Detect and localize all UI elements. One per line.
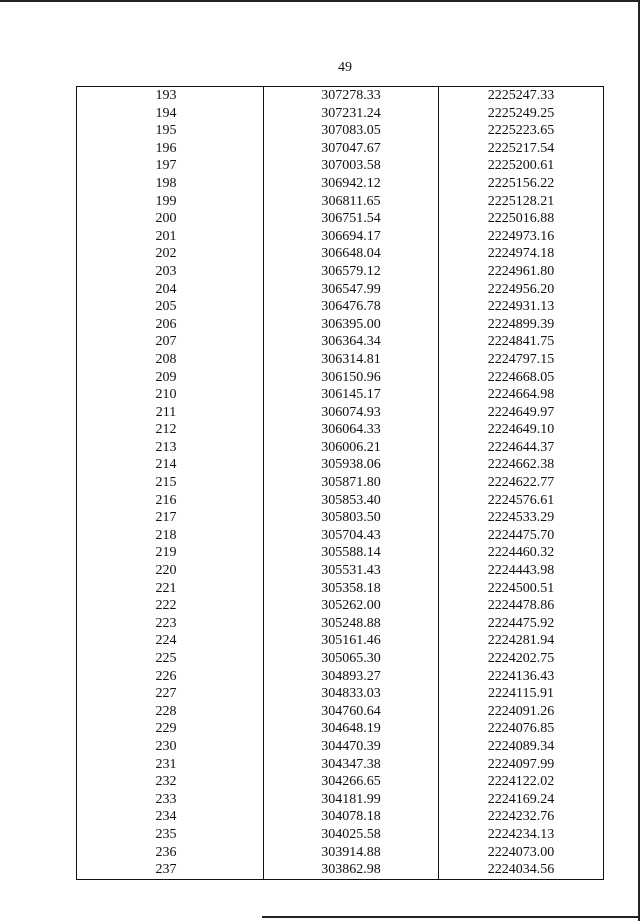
page-number: 49 xyxy=(338,60,352,75)
point-number-cell: 208 xyxy=(77,351,264,369)
table-row xyxy=(77,157,604,175)
x-coordinate-cell: 307278.33 xyxy=(264,87,439,105)
coordinate-table-body xyxy=(77,87,604,880)
point-number-cell: 229 xyxy=(77,720,264,738)
table-row xyxy=(77,263,604,281)
y-coordinate-cell: 2224234.13 xyxy=(487,826,555,842)
point-number-cell: 207 xyxy=(77,333,264,351)
x-coordinate-cell: 306395.00 xyxy=(264,316,439,334)
y-coordinate-cell: 2224961.80 xyxy=(487,263,555,279)
y-coordinate-cell: 2224073.00 xyxy=(487,844,555,860)
table-row xyxy=(77,245,604,263)
point-number-cell: 197 xyxy=(77,157,264,175)
point-number-cell: 235 xyxy=(77,826,264,844)
table-row xyxy=(77,439,604,457)
table-row xyxy=(77,281,604,299)
y-coordinate-cell: 2224076.85 xyxy=(487,721,555,737)
point-number-cell: 222 xyxy=(77,597,264,615)
point-number-cell: 220 xyxy=(77,562,264,580)
point-number-cell: 210 xyxy=(77,386,264,404)
x-coordinate-cell: 304893.27 xyxy=(264,668,439,686)
table-row xyxy=(77,298,604,316)
x-coordinate-cell: 306150.96 xyxy=(264,369,439,387)
point-number-cell: 200 xyxy=(77,210,264,228)
table-row xyxy=(77,720,604,738)
table-row xyxy=(77,333,604,351)
y-coordinate-cell: 2224533.29 xyxy=(487,510,555,526)
x-coordinate-cell: 303862.98 xyxy=(264,861,439,879)
point-number-cell: 230 xyxy=(77,738,264,756)
x-coordinate-cell: 305938.06 xyxy=(264,456,439,474)
y-coordinate-cell: 2224475.70 xyxy=(487,527,555,543)
y-coordinate-cell: 2224281.94 xyxy=(487,633,555,649)
table-row xyxy=(77,632,604,650)
point-number-cell: 231 xyxy=(77,756,264,774)
x-coordinate-cell: 306811.65 xyxy=(264,193,439,211)
point-number-cell: 205 xyxy=(77,298,264,316)
table-row xyxy=(77,685,604,703)
point-number-cell: 196 xyxy=(77,140,264,158)
y-coordinate-cell: 2224202.75 xyxy=(487,651,555,666)
table-row xyxy=(77,492,604,510)
y-coordinate-cell: 2224974.18 xyxy=(487,246,555,262)
point-number-cell: 223 xyxy=(77,615,264,633)
point-number-cell: 236 xyxy=(77,844,264,862)
x-coordinate-cell: 305704.43 xyxy=(264,527,439,545)
point-number-cell: 219 xyxy=(77,544,264,562)
y-coordinate-cell: 2224232.76 xyxy=(487,809,555,825)
point-number-cell: 221 xyxy=(77,580,264,598)
point-number-cell: 203 xyxy=(77,263,264,281)
x-coordinate-cell: 305871.80 xyxy=(264,474,439,492)
table-row xyxy=(77,105,604,123)
table-row xyxy=(77,703,604,721)
table-row xyxy=(77,527,604,545)
table-row xyxy=(77,404,604,422)
y-coordinate-cell: 2224500.51 xyxy=(487,580,555,596)
table-row xyxy=(77,562,604,580)
point-number-cell: 225 xyxy=(77,650,264,668)
x-coordinate-cell: 306145.17 xyxy=(264,386,439,404)
x-coordinate-cell: 304833.03 xyxy=(264,685,439,703)
y-coordinate-cell: 2224443.98 xyxy=(487,563,555,579)
table-row xyxy=(77,474,604,492)
table-row xyxy=(77,175,604,193)
x-coordinate-cell: 306648.04 xyxy=(264,245,439,263)
x-coordinate-cell: 306074.93 xyxy=(264,404,439,422)
point-number-cell: 193 xyxy=(77,87,264,105)
y-coordinate-cell: 2224576.61 xyxy=(487,492,555,508)
point-number-cell: 217 xyxy=(77,509,264,527)
x-coordinate-cell: 307083.05 xyxy=(264,122,439,140)
x-coordinate-cell: 306547.99 xyxy=(264,281,439,299)
y-coordinate-cell: 2224097.99 xyxy=(487,756,555,772)
x-coordinate-cell: 307003.58 xyxy=(264,157,439,175)
y-coordinate-cell: 2224115.91 xyxy=(488,686,554,702)
x-coordinate-cell: 306006.21 xyxy=(264,439,439,457)
x-coordinate-cell: 306751.54 xyxy=(264,210,439,228)
y-coordinate-cell: 2224899.39 xyxy=(487,316,555,332)
table-row xyxy=(77,580,604,598)
y-coordinate-cell: 2224169.24 xyxy=(487,791,555,807)
table-row xyxy=(77,615,604,633)
y-coordinate-cell: 2224797.15 xyxy=(487,351,555,367)
table-row xyxy=(77,386,604,404)
table-row xyxy=(77,756,604,774)
x-coordinate-cell: 304760.64 xyxy=(264,703,439,721)
table-row xyxy=(77,650,604,668)
point-number-cell: 198 xyxy=(77,175,264,193)
x-coordinate-cell: 306314.81 xyxy=(264,351,439,369)
table-row xyxy=(77,193,604,211)
point-number-cell: 199 xyxy=(77,193,264,211)
point-number-cell: 209 xyxy=(77,369,264,387)
table-row xyxy=(77,773,604,791)
x-coordinate-cell: 304078.18 xyxy=(264,808,439,826)
x-coordinate-cell: 304266.65 xyxy=(264,773,439,791)
point-number-cell: 227 xyxy=(77,685,264,703)
y-coordinate-cell: 2224931.13 xyxy=(487,299,555,315)
point-number-cell: 214 xyxy=(77,456,264,474)
y-coordinate-cell: 2224622.77 xyxy=(487,475,555,491)
scan-edge-bottom xyxy=(262,916,640,918)
y-coordinate-cell: 2225156.22 xyxy=(487,175,555,191)
point-number-cell: 206 xyxy=(77,316,264,334)
y-coordinate-cell: 2224136.43 xyxy=(487,668,555,684)
x-coordinate-cell: 305853.40 xyxy=(264,492,439,510)
x-coordinate-cell: 305161.46 xyxy=(264,632,439,650)
x-coordinate-cell: 306694.17 xyxy=(264,228,439,246)
table-row xyxy=(77,597,604,615)
table-row xyxy=(77,369,604,387)
x-coordinate-cell: 305262.00 xyxy=(264,597,439,615)
point-number-cell: 213 xyxy=(77,439,264,457)
table-row xyxy=(77,826,604,844)
table-row xyxy=(77,861,604,879)
y-coordinate-cell: 2225217.54 xyxy=(487,140,555,156)
y-coordinate-cell: 2224644.37 xyxy=(487,439,555,455)
x-coordinate-cell: 304470.39 xyxy=(264,738,439,756)
x-coordinate-cell: 304347.38 xyxy=(264,756,439,774)
y-coordinate-cell: 2225128.21 xyxy=(487,193,555,209)
y-coordinate-cell: 2225016.88 xyxy=(487,211,555,227)
point-number-cell: 204 xyxy=(77,281,264,299)
x-coordinate-cell: 305803.50 xyxy=(264,509,439,527)
x-coordinate-cell: 305588.14 xyxy=(264,544,439,562)
y-coordinate-cell: 2224664.98 xyxy=(487,387,555,403)
x-coordinate-cell: 304648.19 xyxy=(264,720,439,738)
point-number-cell: 226 xyxy=(77,668,264,686)
point-number-cell: 216 xyxy=(77,492,264,510)
x-coordinate-cell: 305531.43 xyxy=(264,562,439,580)
table-row xyxy=(77,791,604,809)
table-row xyxy=(77,122,604,140)
table-row xyxy=(77,351,604,369)
x-coordinate-cell: 306476.78 xyxy=(264,298,439,316)
point-number-cell: 218 xyxy=(77,527,264,545)
point-number-cell: 215 xyxy=(77,474,264,492)
coordinate-table xyxy=(76,86,604,880)
table-row xyxy=(77,844,604,862)
y-coordinate-cell: 2224649.10 xyxy=(487,422,555,438)
x-coordinate-cell: 305248.88 xyxy=(264,615,439,633)
x-coordinate-cell: 306064.33 xyxy=(264,421,439,439)
table-row xyxy=(77,421,604,439)
y-coordinate-cell: 2224460.32 xyxy=(487,545,555,561)
point-number-cell: 194 xyxy=(77,105,264,123)
table-row xyxy=(77,738,604,756)
y-coordinate-cell: 2224122.02 xyxy=(487,774,555,790)
y-coordinate-cell: 2225200.61 xyxy=(487,158,555,174)
x-coordinate-cell: 307231.24 xyxy=(264,105,439,123)
point-number-cell: 212 xyxy=(77,421,264,439)
point-number-cell: 233 xyxy=(77,791,264,809)
x-coordinate-cell: 305065.30 xyxy=(264,650,439,668)
y-coordinate-cell: 2224089.34 xyxy=(487,738,555,754)
point-number-cell: 201 xyxy=(77,228,264,246)
y-coordinate-cell: 2225249.25 xyxy=(487,105,555,121)
table-row xyxy=(77,210,604,228)
point-number-cell: 237 xyxy=(77,861,264,879)
y-coordinate-cell: 2225223.65 xyxy=(487,123,555,139)
table-row xyxy=(77,140,604,158)
y-coordinate-cell: 2224662.38 xyxy=(487,457,555,473)
point-number-cell: 211 xyxy=(77,404,264,422)
scan-edge-top xyxy=(0,0,640,2)
table-row xyxy=(77,668,604,686)
table-row xyxy=(77,316,604,334)
y-coordinate-cell: 2224649.97 xyxy=(487,404,555,420)
x-coordinate-cell: 304025.58 xyxy=(264,826,439,844)
x-coordinate-cell: 303914.88 xyxy=(264,844,439,862)
y-coordinate-cell: 2224668.05 xyxy=(487,369,555,385)
table-row xyxy=(77,509,604,527)
y-coordinate-cell: 2224478.86 xyxy=(487,598,555,614)
x-coordinate-cell: 306579.12 xyxy=(264,263,439,281)
point-number-cell: 228 xyxy=(77,703,264,721)
y-coordinate-cell: 2224034.56 xyxy=(487,862,555,878)
x-coordinate-cell: 306364.34 xyxy=(264,333,439,351)
point-number-cell: 232 xyxy=(77,773,264,791)
y-coordinate-cell: 2224841.75 xyxy=(487,334,555,350)
x-coordinate-cell: 307047.67 xyxy=(264,140,439,158)
point-number-cell: 195 xyxy=(77,122,264,140)
y-coordinate-cell: 2224956.20 xyxy=(487,281,555,297)
table-row xyxy=(77,87,604,105)
table-row xyxy=(77,808,604,826)
x-coordinate-cell: 306942.12 xyxy=(264,175,439,193)
point-number-cell: 202 xyxy=(77,245,264,263)
table-row xyxy=(77,544,604,562)
point-number-cell: 234 xyxy=(77,808,264,826)
table-row xyxy=(77,228,604,246)
y-coordinate-cell: 2224091.26 xyxy=(487,703,555,719)
y-coordinate-cell: 2224475.92 xyxy=(487,615,555,631)
x-coordinate-cell: 304181.99 xyxy=(264,791,439,809)
table-row xyxy=(77,456,604,474)
y-coordinate-cell: 2225247.33 xyxy=(487,88,555,103)
x-coordinate-cell: 305358.18 xyxy=(264,580,439,598)
point-number-cell: 224 xyxy=(77,632,264,650)
y-coordinate-cell: 2224973.16 xyxy=(487,228,555,244)
